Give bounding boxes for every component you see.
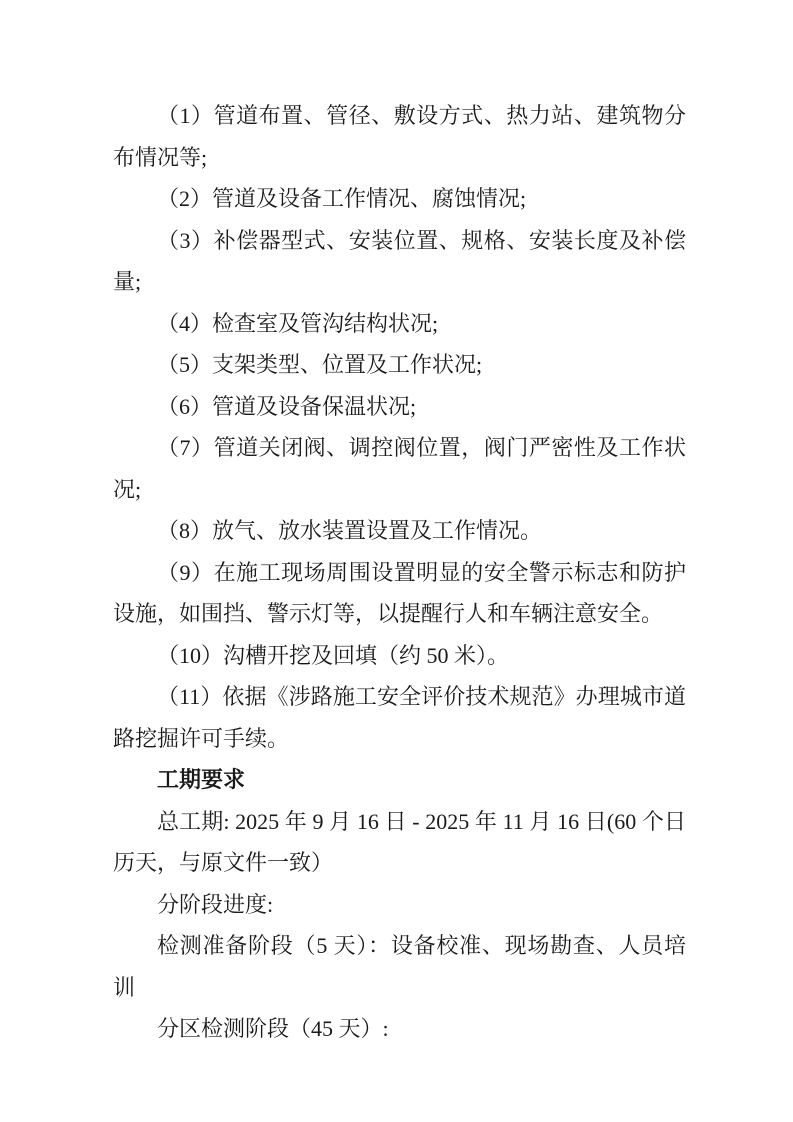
paragraph: （10）沟槽开挖及回填（约 50 米）。 <box>157 642 510 668</box>
paragraph: （3）补偿器型式、安装位置、规格、安装长度及补偿量; <box>113 227 686 294</box>
paragraph: （2）管道及设备工作情况、腐蚀情况; <box>157 186 527 211</box>
paragraph: （9）在施工现场周围设置明显的安全警示标志和防护设施，如围挡、警示灯等，以提醒行人和车辆注意安全。 <box>113 559 686 626</box>
section-heading: 工期要求 <box>157 767 246 792</box>
paragraph: （1）管道布置、管径、敷设方式、热力站、建筑物分布情况等; <box>113 103 686 170</box>
paragraph: （7）管道关闭阀、调控阀位置，阀门严密性及工作状况; <box>113 435 686 502</box>
paragraph: （4）检查室及管沟结构状况; <box>157 310 439 336</box>
paragraph: （5）支架类型、位置及工作状况; <box>157 352 483 377</box>
paragraph: 检测准备阶段（5 天）：设备校准、现场勘查、人员培训 <box>113 933 686 1000</box>
paragraph: 分阶段进度: <box>157 891 274 917</box>
paragraph: 总工期: 2025 年 9 月 16 日 - 2025 年 11 月 16 日(60 个日历天，与原文件一致） <box>113 808 686 875</box>
paragraph: 分区检测阶段（45 天）: <box>157 1016 389 1041</box>
document-body <box>113 95 686 1050</box>
paragraph: （11）依据《涉路施工安全评价技术规范》办理城市道路挖掘许可手续。 <box>113 684 686 751</box>
paragraph: （6）管道及设备保温状况; <box>157 393 417 419</box>
paragraph: （8）放气、放水装置设置及工作情况。 <box>157 518 543 543</box>
